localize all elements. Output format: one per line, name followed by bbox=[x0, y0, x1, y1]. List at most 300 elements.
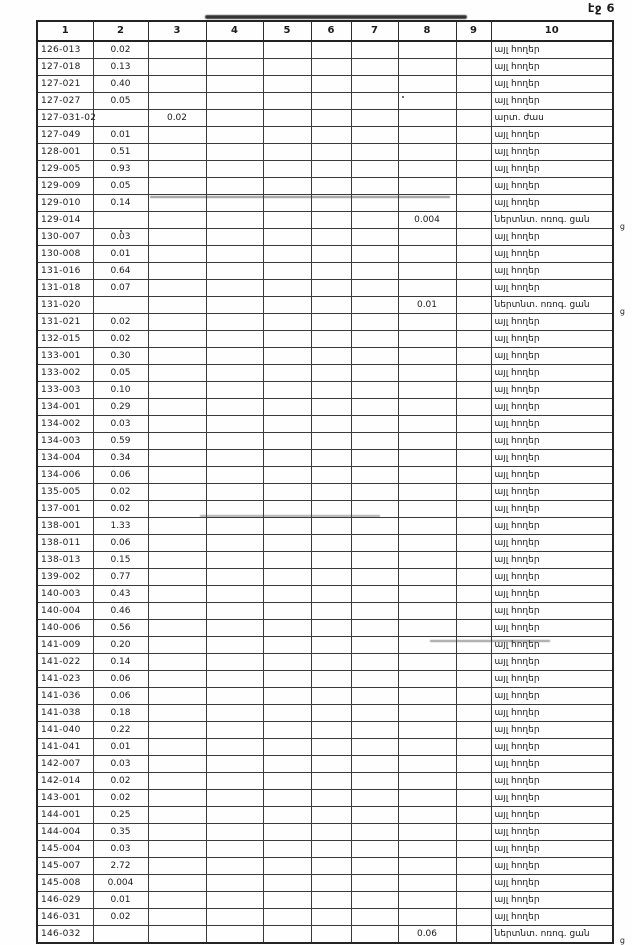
overflow-glyph: ց bbox=[619, 936, 625, 945]
cell-col9 bbox=[456, 756, 491, 773]
cell-col5 bbox=[263, 501, 311, 518]
cell-area-col3 bbox=[148, 688, 206, 705]
cell-col5 bbox=[263, 773, 311, 790]
cell-area-col8 bbox=[398, 467, 456, 484]
cell-parcel-code: 141-038 bbox=[37, 705, 93, 722]
cell-parcel-code: 129-009 bbox=[37, 178, 93, 195]
cell-land-type bbox=[491, 926, 625, 945]
cell-land-type bbox=[491, 76, 613, 93]
cell-col6 bbox=[311, 790, 351, 807]
cell-col9 bbox=[456, 382, 491, 399]
cell-col9 bbox=[456, 93, 491, 110]
cell-col5 bbox=[263, 212, 311, 229]
cell-col6 bbox=[311, 552, 351, 569]
table-row bbox=[37, 416, 613, 433]
cell-col5 bbox=[263, 195, 311, 212]
land-type-label: այլ հողեր bbox=[494, 367, 540, 378]
cell-col5 bbox=[263, 467, 311, 484]
table-row bbox=[37, 110, 613, 127]
cell-col4 bbox=[206, 790, 263, 807]
cell-area-col8 bbox=[398, 161, 456, 178]
cell-col6 bbox=[311, 654, 351, 671]
cell-area-col8 bbox=[398, 348, 456, 365]
cell-col7 bbox=[351, 858, 398, 875]
column-header-2: 2 bbox=[93, 21, 148, 41]
cell-col4 bbox=[206, 280, 263, 297]
cell-col5 bbox=[263, 926, 311, 944]
cell-area-col8: 0.01 bbox=[398, 297, 456, 314]
cell-col4 bbox=[206, 722, 263, 739]
cell-area-col3 bbox=[148, 76, 206, 93]
table-row bbox=[37, 671, 613, 688]
cell-col4 bbox=[206, 926, 263, 944]
cell-col6 bbox=[311, 416, 351, 433]
cell-area-col3 bbox=[148, 382, 206, 399]
cell-parcel-code: 131-021 bbox=[37, 314, 93, 331]
table-row bbox=[37, 467, 613, 484]
cell-col5 bbox=[263, 637, 311, 654]
cell-area-col3 bbox=[148, 450, 206, 467]
cell-area-col3 bbox=[148, 93, 206, 110]
table-row bbox=[37, 399, 613, 416]
cell-area-col3 bbox=[148, 654, 206, 671]
cell-parcel-code: 129-010 bbox=[37, 195, 93, 212]
header-row bbox=[37, 21, 613, 41]
cell-col6 bbox=[311, 484, 351, 501]
cell-col9 bbox=[456, 110, 491, 127]
cell-area-col2: 0.02 bbox=[93, 501, 148, 518]
cell-area-col8 bbox=[398, 365, 456, 382]
cell-area-col3 bbox=[148, 705, 206, 722]
cell-parcel-code: 146-032 bbox=[37, 926, 93, 944]
land-type-label: այլ հողեր bbox=[494, 656, 540, 667]
cell-area-col3 bbox=[148, 535, 206, 552]
cell-area-col3 bbox=[148, 229, 206, 246]
cell-col7 bbox=[351, 620, 398, 637]
cell-col9 bbox=[456, 484, 491, 501]
cell-col9 bbox=[456, 501, 491, 518]
cell-parcel-code: 145-004 bbox=[37, 841, 93, 858]
cell-land-type bbox=[491, 535, 613, 552]
land-type-label: այլ հողեր bbox=[494, 163, 540, 174]
cell-area-col8 bbox=[398, 484, 456, 501]
cell-area-col3 bbox=[148, 552, 206, 569]
cell-parcel-code: 127-018 bbox=[37, 59, 93, 76]
land-type-label: այլ հողեր bbox=[494, 894, 540, 905]
cell-area-col2 bbox=[93, 212, 148, 229]
cell-col9 bbox=[456, 144, 491, 161]
land-type-label: այլ հողեր bbox=[494, 180, 540, 191]
land-type-label: այլ հողեր bbox=[494, 605, 540, 616]
table-row bbox=[37, 739, 613, 756]
cell-col9 bbox=[456, 688, 491, 705]
cell-parcel-code: 141-041 bbox=[37, 739, 93, 756]
cell-col6 bbox=[311, 892, 351, 909]
cell-col9 bbox=[456, 467, 491, 484]
cell-area-col3 bbox=[148, 280, 206, 297]
cell-parcel-code: 134-001 bbox=[37, 399, 93, 416]
cell-col4 bbox=[206, 756, 263, 773]
cell-col7 bbox=[351, 178, 398, 195]
cell-area-col8 bbox=[398, 739, 456, 756]
cell-land-type bbox=[491, 144, 613, 161]
land-type-label: այլ հողեր bbox=[494, 503, 540, 514]
cell-area-col2: 0.29 bbox=[93, 399, 148, 416]
cell-parcel-code: 138-011 bbox=[37, 535, 93, 552]
cell-area-col8 bbox=[398, 841, 456, 858]
cell-col9 bbox=[456, 858, 491, 875]
table-row bbox=[37, 161, 613, 178]
cell-land-type bbox=[491, 348, 613, 365]
cell-area-col3 bbox=[148, 620, 206, 637]
cell-area-col8 bbox=[398, 552, 456, 569]
table-row bbox=[37, 297, 613, 314]
cell-col4 bbox=[206, 552, 263, 569]
cell-area-col8 bbox=[398, 518, 456, 535]
cell-area-col8 bbox=[398, 127, 456, 144]
cell-area-col2: 0.25 bbox=[93, 807, 148, 824]
column-header-3: 3 bbox=[148, 21, 206, 41]
cell-parcel-code: 142-007 bbox=[37, 756, 93, 773]
cell-col5 bbox=[263, 654, 311, 671]
cell-area-col2: 0.07 bbox=[93, 280, 148, 297]
cell-col7 bbox=[351, 331, 398, 348]
cell-area-col2: 0.06 bbox=[93, 671, 148, 688]
cell-col5 bbox=[263, 93, 311, 110]
cell-col7 bbox=[351, 280, 398, 297]
cell-col6 bbox=[311, 433, 351, 450]
land-type-label: այլ հողեր bbox=[494, 197, 540, 208]
cell-col4 bbox=[206, 433, 263, 450]
column-header-8: 8 bbox=[398, 21, 456, 41]
cell-area-col3 bbox=[148, 314, 206, 331]
cell-col9 bbox=[456, 59, 491, 76]
cell-col5 bbox=[263, 722, 311, 739]
cell-land-type bbox=[491, 739, 613, 756]
table-row bbox=[37, 824, 613, 841]
cell-area-col8 bbox=[398, 433, 456, 450]
cell-area-col3 bbox=[148, 807, 206, 824]
land-type-label: արտ. ժաս bbox=[494, 112, 544, 123]
land-type-label: այլ հողեր bbox=[494, 690, 540, 701]
land-type-label: այլ հողեր bbox=[494, 860, 540, 871]
cell-area-col8 bbox=[398, 756, 456, 773]
cell-parcel-code: 139-002 bbox=[37, 569, 93, 586]
cell-area-col8 bbox=[398, 773, 456, 790]
table-row bbox=[37, 926, 613, 944]
cell-area-col2: 0.93 bbox=[93, 161, 148, 178]
cell-area-col3 bbox=[148, 926, 206, 944]
cell-land-type bbox=[491, 314, 613, 331]
cell-area-col8 bbox=[398, 858, 456, 875]
cell-area-col8 bbox=[398, 892, 456, 909]
cell-area-col3 bbox=[148, 773, 206, 790]
cell-col5 bbox=[263, 756, 311, 773]
cell-area-col3 bbox=[148, 59, 206, 76]
cell-area-col2: 0.03 bbox=[93, 416, 148, 433]
cell-col6 bbox=[311, 127, 351, 144]
cell-col5 bbox=[263, 416, 311, 433]
cell-parcel-code: 137-001 bbox=[37, 501, 93, 518]
cell-area-col2: 0.02 bbox=[93, 314, 148, 331]
table-row bbox=[37, 59, 613, 76]
table-row bbox=[37, 909, 613, 926]
land-type-label: այլ հողեր bbox=[494, 231, 540, 242]
column-header-6: 6 bbox=[311, 21, 351, 41]
cell-col4 bbox=[206, 688, 263, 705]
cell-col6 bbox=[311, 399, 351, 416]
table-row bbox=[37, 586, 613, 603]
cell-col4 bbox=[206, 467, 263, 484]
cell-land-type bbox=[491, 756, 613, 773]
cell-area-col2: 0.59 bbox=[93, 433, 148, 450]
cell-col4 bbox=[206, 892, 263, 909]
cell-area-col8 bbox=[398, 603, 456, 620]
land-type-label: այլ հողեր bbox=[494, 673, 540, 684]
cell-parcel-code: 127-049 bbox=[37, 127, 93, 144]
cell-col9 bbox=[456, 790, 491, 807]
cell-parcel-code: 127-021 bbox=[37, 76, 93, 93]
cell-land-type bbox=[491, 450, 613, 467]
cell-parcel-code: 145-008 bbox=[37, 875, 93, 892]
cell-area-col8 bbox=[398, 790, 456, 807]
cell-col7 bbox=[351, 824, 398, 841]
cell-col6 bbox=[311, 41, 351, 59]
table-row bbox=[37, 229, 613, 246]
table-row bbox=[37, 892, 613, 909]
cell-land-type bbox=[491, 399, 613, 416]
cell-parcel-code: 134-006 bbox=[37, 467, 93, 484]
cell-col9 bbox=[456, 263, 491, 280]
cell-col4 bbox=[206, 229, 263, 246]
cell-land-type bbox=[491, 331, 613, 348]
cell-area-col2: 0.01 bbox=[93, 739, 148, 756]
cell-land-type bbox=[491, 195, 613, 212]
cell-col9 bbox=[456, 722, 491, 739]
table-row bbox=[37, 76, 613, 93]
cell-col7 bbox=[351, 586, 398, 603]
land-type-label: այլ հողեր bbox=[494, 707, 540, 718]
land-type-label: այլ հողեր bbox=[494, 61, 540, 72]
table-row bbox=[37, 654, 613, 671]
cell-col6 bbox=[311, 501, 351, 518]
cell-col5 bbox=[263, 348, 311, 365]
cell-col6 bbox=[311, 59, 351, 76]
cell-col6 bbox=[311, 603, 351, 620]
cell-area-col3 bbox=[148, 433, 206, 450]
cell-area-col2: 0.02 bbox=[93, 484, 148, 501]
cell-area-col2: 0.22 bbox=[93, 722, 148, 739]
cell-col7 bbox=[351, 93, 398, 110]
table-row bbox=[37, 637, 613, 654]
land-type-label: այլ հողեր bbox=[494, 129, 540, 140]
cell-col7 bbox=[351, 603, 398, 620]
cell-col9 bbox=[456, 127, 491, 144]
cell-parcel-code: 141-040 bbox=[37, 722, 93, 739]
cell-col9 bbox=[456, 739, 491, 756]
cell-area-col2: 0.46 bbox=[93, 603, 148, 620]
table-row bbox=[37, 178, 613, 195]
cell-col7 bbox=[351, 161, 398, 178]
cell-col9 bbox=[456, 841, 491, 858]
cell-parcel-code: 129-005 bbox=[37, 161, 93, 178]
column-header-10: 10 bbox=[491, 21, 613, 41]
cell-area-col3 bbox=[148, 331, 206, 348]
cell-area-col2: 0.02 bbox=[93, 790, 148, 807]
cell-parcel-code: 133-002 bbox=[37, 365, 93, 382]
cell-col7 bbox=[351, 671, 398, 688]
cell-col5 bbox=[263, 297, 311, 314]
cell-col6 bbox=[311, 807, 351, 824]
cell-parcel-code: 128-001 bbox=[37, 144, 93, 161]
cell-col6 bbox=[311, 144, 351, 161]
cell-area-col8 bbox=[398, 654, 456, 671]
cell-area-col3 bbox=[148, 824, 206, 841]
land-type-label: այլ հողեր bbox=[494, 452, 540, 463]
cell-area-col2: 0.02 bbox=[93, 773, 148, 790]
table-row bbox=[37, 858, 613, 875]
land-type-label: այլ հողեր bbox=[494, 843, 540, 854]
cell-land-type bbox=[491, 297, 625, 316]
cell-land-type bbox=[491, 824, 613, 841]
table-row bbox=[37, 518, 613, 535]
cell-col5 bbox=[263, 705, 311, 722]
land-type-label: այլ հողեր bbox=[494, 282, 540, 293]
cell-col4 bbox=[206, 739, 263, 756]
cell-col4 bbox=[206, 93, 263, 110]
cell-col7 bbox=[351, 841, 398, 858]
cell-col6 bbox=[311, 824, 351, 841]
land-type-label: այլ հողեր bbox=[494, 95, 540, 106]
cell-col5 bbox=[263, 144, 311, 161]
cell-col9 bbox=[456, 552, 491, 569]
cell-col4 bbox=[206, 705, 263, 722]
cell-col7 bbox=[351, 569, 398, 586]
cell-col7 bbox=[351, 59, 398, 76]
cell-land-type bbox=[491, 110, 613, 127]
cell-area-col8 bbox=[398, 93, 456, 110]
cell-col4 bbox=[206, 178, 263, 195]
cell-col7 bbox=[351, 756, 398, 773]
cell-col5 bbox=[263, 41, 311, 59]
cell-col5 bbox=[263, 127, 311, 144]
cell-col9 bbox=[456, 280, 491, 297]
cell-area-col8 bbox=[398, 178, 456, 195]
cell-land-type bbox=[491, 705, 613, 722]
cell-area-col2: 0.14 bbox=[93, 195, 148, 212]
cell-col4 bbox=[206, 297, 263, 314]
cell-col5 bbox=[263, 365, 311, 382]
land-type-label: այլ հողեր bbox=[494, 418, 540, 429]
cell-area-col2: 0.05 bbox=[93, 365, 148, 382]
cell-area-col2: 0.56 bbox=[93, 620, 148, 637]
cell-land-type bbox=[491, 620, 613, 637]
cell-col5 bbox=[263, 314, 311, 331]
land-type-label: այլ հողեր bbox=[494, 146, 540, 157]
cell-col5 bbox=[263, 790, 311, 807]
table-row bbox=[37, 875, 613, 892]
cell-col7 bbox=[351, 552, 398, 569]
cell-col5 bbox=[263, 518, 311, 535]
cell-land-type bbox=[491, 875, 613, 892]
cell-col7 bbox=[351, 348, 398, 365]
cell-area-col8 bbox=[398, 501, 456, 518]
land-type-label: այլ հողեր bbox=[494, 435, 540, 446]
cell-area-col3 bbox=[148, 569, 206, 586]
cell-area-col3 bbox=[148, 858, 206, 875]
cell-col9 bbox=[456, 450, 491, 467]
cell-land-type bbox=[491, 892, 613, 909]
cell-col7 bbox=[351, 263, 398, 280]
cell-col7 bbox=[351, 246, 398, 263]
cell-area-col3 bbox=[148, 671, 206, 688]
cell-col7 bbox=[351, 195, 398, 212]
cell-parcel-code: 141-009 bbox=[37, 637, 93, 654]
cell-col6 bbox=[311, 535, 351, 552]
cell-col7 bbox=[351, 450, 398, 467]
cell-col7 bbox=[351, 467, 398, 484]
cell-col9 bbox=[456, 892, 491, 909]
land-type-label: այլ հողեր bbox=[494, 724, 540, 735]
cell-col5 bbox=[263, 484, 311, 501]
cell-col6 bbox=[311, 467, 351, 484]
cell-col4 bbox=[206, 331, 263, 348]
cell-parcel-code: 130-008 bbox=[37, 246, 93, 263]
cell-area-col3 bbox=[148, 722, 206, 739]
cell-area-col8 bbox=[398, 807, 456, 824]
table-row bbox=[37, 314, 613, 331]
cell-area-col2: 1.33 bbox=[93, 518, 148, 535]
cell-col9 bbox=[456, 535, 491, 552]
cell-col9 bbox=[456, 365, 491, 382]
cell-col5 bbox=[263, 246, 311, 263]
cell-col9 bbox=[456, 161, 491, 178]
cell-area-col3 bbox=[148, 586, 206, 603]
cell-col7 bbox=[351, 722, 398, 739]
cell-area-col2: 0.01 bbox=[93, 127, 148, 144]
cell-col6 bbox=[311, 773, 351, 790]
cell-col4 bbox=[206, 450, 263, 467]
cell-area-col3 bbox=[148, 909, 206, 926]
cell-col5 bbox=[263, 263, 311, 280]
cell-col6 bbox=[311, 178, 351, 195]
cell-area-col3 bbox=[148, 144, 206, 161]
cell-land-type bbox=[491, 467, 613, 484]
cell-parcel-code: 143-001 bbox=[37, 790, 93, 807]
land-type-label: այլ հողեր bbox=[494, 622, 540, 633]
cell-parcel-code: 133-003 bbox=[37, 382, 93, 399]
cell-area-col3 bbox=[148, 263, 206, 280]
cell-col7 bbox=[351, 144, 398, 161]
table-row bbox=[37, 620, 613, 637]
cell-col4 bbox=[206, 858, 263, 875]
cell-area-col8 bbox=[398, 535, 456, 552]
cell-col6 bbox=[311, 161, 351, 178]
cell-col6 bbox=[311, 76, 351, 93]
table-row bbox=[37, 348, 613, 365]
cell-parcel-code: 134-002 bbox=[37, 416, 93, 433]
cell-area-col2: 2.72 bbox=[93, 858, 148, 875]
cell-col5 bbox=[263, 399, 311, 416]
cell-area-col8 bbox=[398, 620, 456, 637]
cell-area-col8 bbox=[398, 59, 456, 76]
cell-land-type bbox=[491, 552, 613, 569]
overflow-glyph: ց bbox=[619, 222, 625, 231]
cell-col5 bbox=[263, 688, 311, 705]
cell-area-col8 bbox=[398, 688, 456, 705]
cell-col6 bbox=[311, 331, 351, 348]
cell-col7 bbox=[351, 654, 398, 671]
